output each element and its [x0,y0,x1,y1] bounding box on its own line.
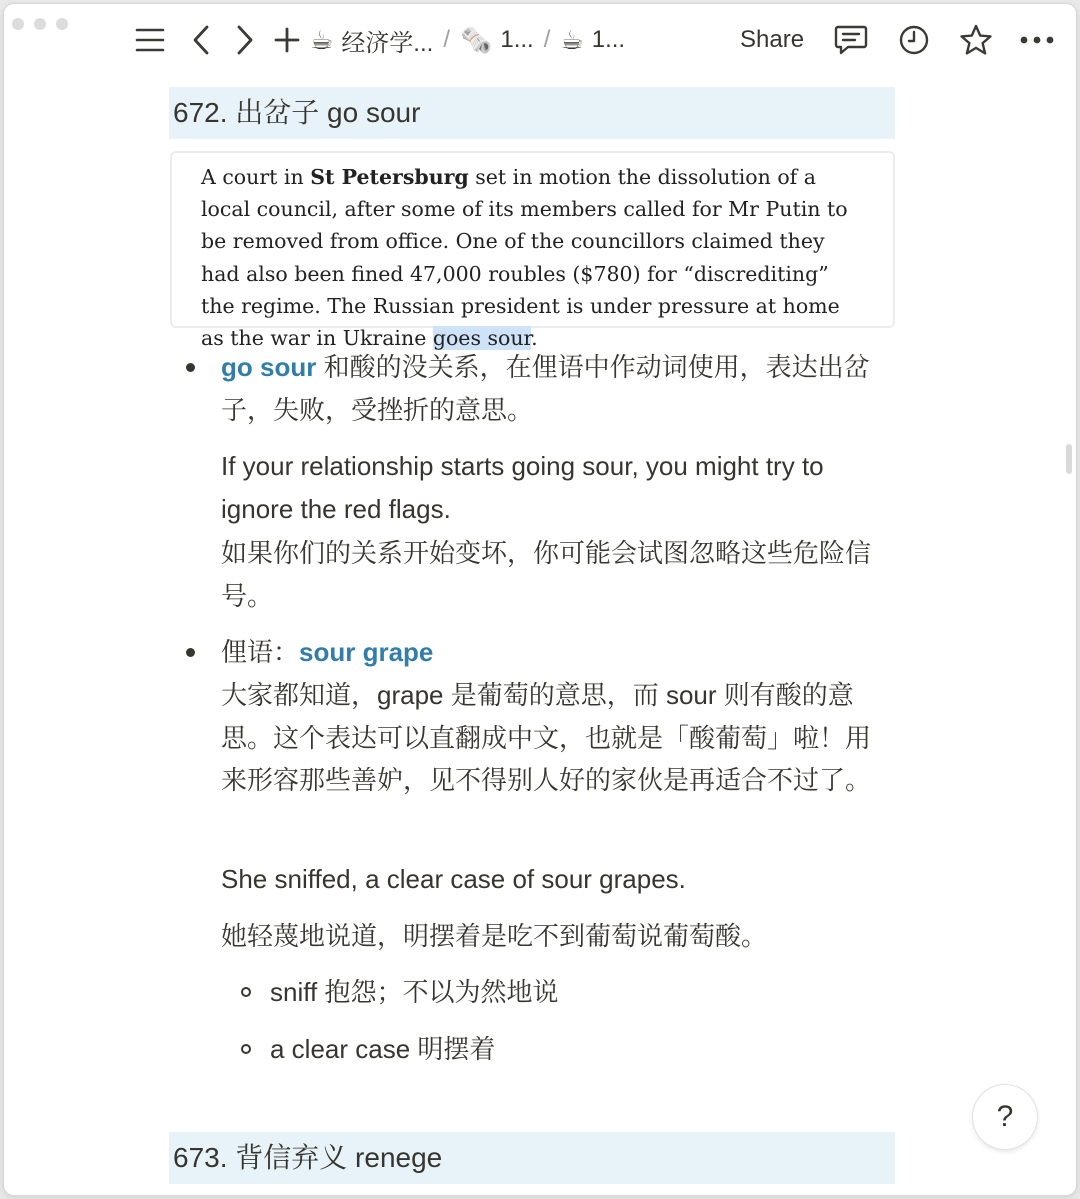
sub-list-item[interactable]: a clear case 明摆着 [270,1034,496,1064]
quote-text: A court in [201,165,311,189]
term-description: 和酸的没关系，在俚语中作动词使用，表达出岔子，失败，受挫折的意思。 [221,352,870,425]
share-button[interactable]: Share [740,26,805,53]
example-chinese[interactable]: 如果你们的关系开始变坏，你可能会试图忽略这些危险信号。 [221,538,872,611]
coffee-icon: ☕ [310,24,334,55]
coffee-icon: ☕ [560,24,584,55]
bullet-dot [186,648,195,657]
term-description[interactable]: 大家都知道，grape 是葡萄的意思，而 sour 则有酸的意思。这个表达可以直翻成中文，也就是「酸葡萄」啦！用来形容那些善妒，见不得别人好的家伙是再适合不过了。 [221,680,872,795]
quote-text: set in motion the dissolution of a local council, after some of its members called for Mr Putin to be removed from office. One of the councillors claimed they had also been fined 47,000 roubles ($780) for “discrediting” the regime. The Russian president is under pressure at home as the war in Ukraine [201,165,848,351]
bullet-text[interactable] [221,631,891,674]
quote-image[interactable] [170,151,895,351]
term-highlight: go sour [221,352,317,382]
example-chinese[interactable]: 她轻蔑地说道，明摆着是吃不到葡萄说葡萄酸。 [221,921,768,951]
breadcrumb-label: 1... [591,26,626,53]
sub-bullet-ring [241,987,251,997]
slang-prefix: 俚语： [221,637,300,667]
bullet-text[interactable] [221,346,891,431]
example-english[interactable]: She sniffed, a clear case of sour grapes. [221,864,686,894]
quote-bold-text: St Petersburg [310,165,469,189]
term-highlight: sour grape [299,637,434,667]
section-heading-673[interactable]: 673. 背信弃义 renege [169,1132,895,1184]
breadcrumb-label: 经济学... [341,29,434,57]
breadcrumb-label: 1... [500,26,534,53]
newspaper-icon: 🗞️ [460,24,493,55]
section-heading-672[interactable]: 672. 出岔子 go sour [169,87,895,139]
scrollbar-thumb[interactable] [1066,444,1072,474]
breadcrumb-separator: / [543,26,551,53]
quote-highlight: goes sour [432,326,532,351]
example-english[interactable]: If your relationship starts going sour, you might try to ignore the red flags. [221,451,824,524]
help-button[interactable]: ? [973,1085,1037,1149]
sub-bullet-ring [241,1044,251,1054]
page-content [4,4,1076,1195]
bullet-dot [186,363,195,372]
app-window [4,4,1076,1195]
breadcrumb-separator: / [443,26,450,53]
quote-text: . [531,326,538,351]
sub-list-item[interactable]: sniff 抱怨；不以为然地说 [270,977,559,1007]
